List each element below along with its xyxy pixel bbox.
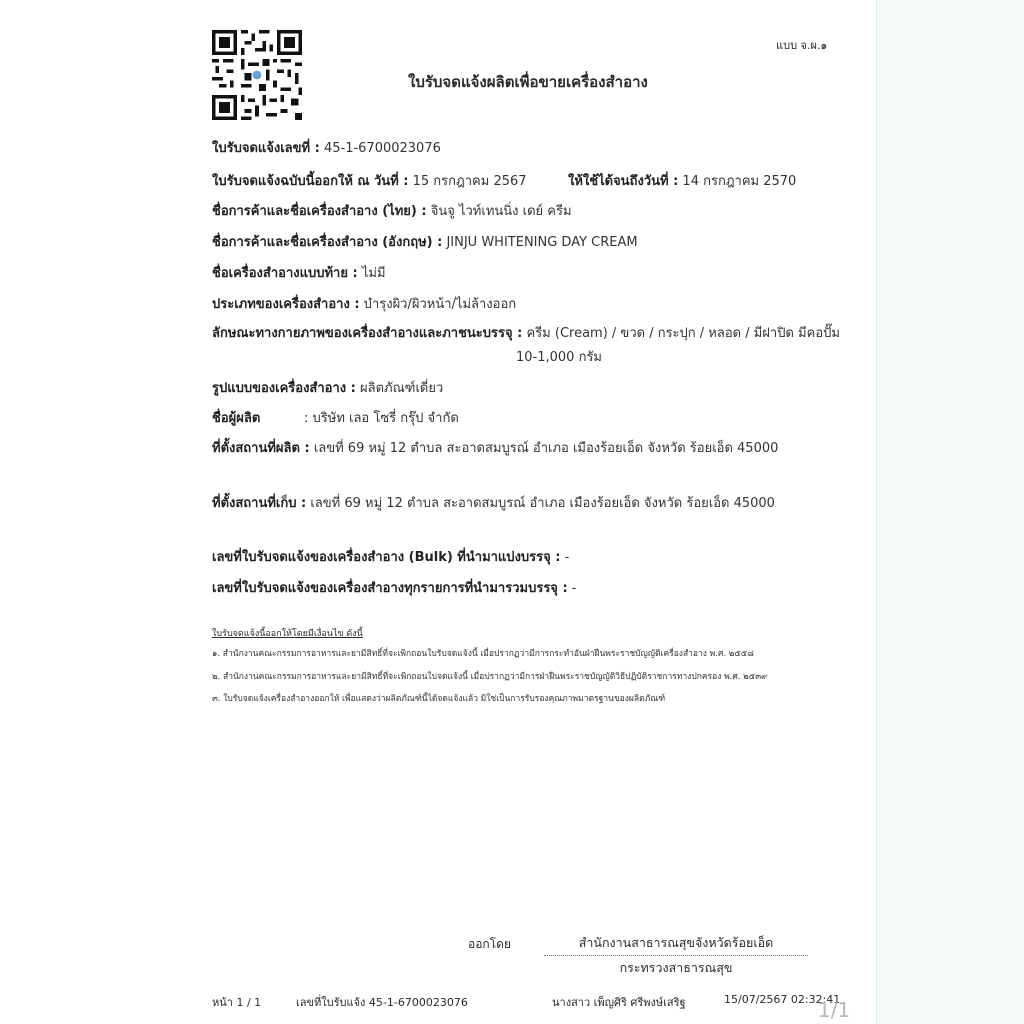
page-marker: 1/1 — [818, 998, 851, 1022]
field-manufacturer — [212, 407, 260, 428]
page-margin-strip — [876, 0, 1024, 1024]
field-manufacturer-value: : บริษัท เลอ โซรี่ กรุ๊ป จำกัด — [304, 411, 459, 426]
field-label: รูปแบบของเครื่องสำอาง : — [212, 381, 356, 396]
field-value: บำรุงผิว/ผิวหน้า/ไม่ล้างออก — [363, 297, 517, 312]
field-value: ผลิตภัณฑ์เดี่ยว — [360, 381, 444, 396]
field-valid-until — [568, 170, 796, 191]
field-bulk-no — [212, 546, 569, 567]
field-label: ใบรับจดแจ้งเลขที่ : — [212, 141, 320, 156]
field-physical-form-size: 10-1,000 กรัม — [516, 350, 603, 365]
field-value: 45-1-6700023076 — [323, 141, 441, 156]
field-product-format — [212, 377, 443, 398]
qr-code-icon — [212, 30, 302, 120]
field-value: - — [571, 581, 577, 596]
field-notification-no — [212, 137, 441, 158]
footer-reference: เลขที่ใบรับแจ้ง 45-1-6700023076 — [296, 996, 468, 1009]
field-value: เลขที่ 69 หมู่ 12 ตำบล สะอาดสมบูรณ์ อำเภอ เมืองร้อยเอ็ด จังหวัด ร้อยเอ็ด 45000 — [310, 496, 775, 511]
field-label: ประเภทของเครื่องสำอาง : — [212, 297, 360, 312]
document-title: ใบรับจดแจ้งผลิตเพื่อขายเครื่องสำอาง — [408, 73, 648, 91]
field-value: 14 กรกฎาคม 2570 — [682, 174, 797, 189]
field-value: เลขที่ 69 หมู่ 12 ตำบล สะอาดสมบูรณ์ อำเภอ เมืองร้อยเอ็ด จังหวัด ร้อยเอ็ด 45000 — [313, 441, 779, 456]
field-factory-location — [212, 437, 778, 458]
issuing-ministry: กระทรวงสาธารณสุข — [619, 960, 733, 975]
field-label: ใบรับจดแจ้งฉบับนี้ออกให้ ณ วันที่ : — [212, 174, 409, 189]
field-storage-location — [212, 492, 775, 513]
issued-by-label: ออกโดย — [468, 937, 511, 951]
footer-page-number: หน้า 1 / 1 — [212, 996, 262, 1009]
issuing-office: สำนักงานสาธารณสุขจังหวัดร้อยเอ็ด — [544, 933, 808, 956]
field-name-english — [212, 231, 638, 252]
field-label: ชื่อเครื่องสำอางแบบท้าย : — [212, 266, 358, 281]
field-combined-no — [212, 577, 576, 598]
condition-item: ๒. สำนักงานคณะกรรมการอาหารและยามีสิทธิ์ที่จะเพิกถอนใบจดแจ้งนี้ เมื่อปรากฏว่ามีการฝ่าฝืนพระราชบัญญัติวิธีปฏิบัติราชการทางปกครอง พ.ศ. ๒๕๓๙ — [212, 672, 768, 682]
field-label: ชื่อการค้าและชื่อเครื่องสำอาง (ไทย) : — [212, 204, 427, 219]
field-value: 15 กรกฎาคม 2567 — [412, 174, 527, 189]
field-name-thai — [212, 200, 572, 221]
field-value: JINJU WHITENING DAY CREAM — [446, 235, 638, 250]
field-physical-form — [212, 322, 840, 343]
field-label: ชื่อผู้ผลิต — [212, 411, 261, 426]
field-label: ลักษณะทางกายภาพของเครื่องสำอางและภาชนะบรรจุ : — [212, 326, 523, 341]
field-label: เลขที่ใบรับจดแจ้งของเครื่องสำอางทุกรายการที่นำมารวมบรรจุ : — [212, 581, 568, 596]
condition-item: ๑. สำนักงานคณะกรรมการอาหารและยามีสิทธิ์ที่จะเพิกถอนใบรับจดแจ้งนี้ เมื่อปรากฏว่ามีการกระทำอันฝ่าฝืนพระราชบัญญัติเครื่องสำอาง พ.ศ. ๒๕๕๘ — [212, 649, 754, 659]
field-label: ที่ตั้งสถานที่เก็บ : — [212, 496, 307, 511]
field-label: ชื่อการค้าและชื่อเครื่องสำอาง (อังกฤษ) : — [212, 235, 443, 250]
conditions-heading: ใบรับจดแจ้งนี้ออกให้โดยมีเงื่อนไข ดังนี้ — [212, 629, 363, 639]
field-label: เลขที่ใบรับจดแจ้งของเครื่องสำอาง (Bulk) ที่นำมาแบ่งบรรจุ : — [212, 550, 561, 565]
field-cosmetic-type — [212, 293, 516, 314]
field-value: ครีม (Cream) / ขวด / กระปุก / หลอด / มีฝาปิด มีคอปั๊ม — [526, 326, 840, 341]
field-issue-date — [212, 170, 527, 191]
field-value: ไม่มี — [361, 266, 386, 281]
field-label: ที่ตั้งสถานที่ผลิต : — [212, 441, 310, 456]
footer-timestamp: 15/07/2567 02:32:41 — [724, 993, 841, 1006]
field-value: จินจู ไวท์เทนนิ่ง เดย์ ครีม — [430, 204, 572, 219]
field-label: ให้ใช้ได้จนถึงวันที่ : — [568, 174, 679, 189]
form-code: แบบ จ.ผ.๑ — [776, 39, 828, 52]
footer-officer: นางสาว เพ็ญศิริ ศรีพงษ์เสริฐ — [552, 996, 686, 1009]
condition-item: ๓. ใบรับจดแจ้งเครื่องสำอางออกให้ เพื่อแสดงว่าผลิตภัณฑ์นี้ได้จดแจ้งแล้ว มิใช่เป็นการรับรองคุณภาพมาตรฐานของผลิตภัณฑ์ — [212, 694, 666, 704]
field-suffix-name — [212, 262, 386, 283]
field-value: - — [564, 550, 570, 565]
